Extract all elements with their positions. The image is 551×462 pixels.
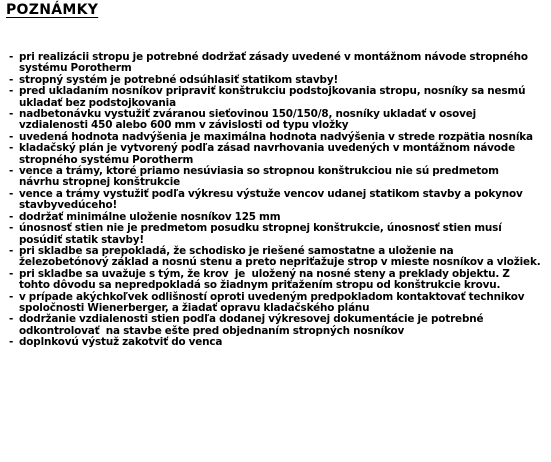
- note-item: [7, 223, 549, 246]
- note-line: spoločnosti Wienerberger, a žiadať opravu kladačského plánu: [19, 301, 370, 314]
- note-line: - pri realizácii stropu je potrebné dodržať zásady uvedené v montážnom návode stropného: [19, 51, 528, 63]
- note-line: - dodržanie vzdialenosti stien podľa dodanej výkresovej dokumentácie je potrebné: [19, 313, 484, 326]
- note-line: - únosnosť stien nie je predmetom posudku stropnej konštrukcie, únosnosť stien musí: [19, 222, 502, 235]
- note-line: - nadbetonávku vystužiť zváranou sieťovinou 150/150/8, nosníky ukladať v osovej: [19, 108, 477, 121]
- note-line: ukladať bez podstojkovania: [19, 96, 176, 109]
- note-line: posúdiť statik stavby!: [19, 233, 144, 246]
- note-line: - vence a trámy, ktoré priamo nesúviasia so stropnou konštrukciou nie sú predmetom: [19, 165, 499, 178]
- note-item: [7, 246, 549, 269]
- note-item: [7, 337, 549, 348]
- note-item: [7, 52, 549, 75]
- note-line: odkontrolovať na stavbe ešte pred objednaním stropných nosníkov: [19, 324, 405, 337]
- note-item: [7, 86, 549, 109]
- note-item: [7, 189, 549, 212]
- note-item: [7, 292, 549, 315]
- note-line: systému Porotherm: [19, 62, 132, 75]
- note-line: - vence a trámy vystužiť podľa výkresu výstuže vencov udanej statikom stavby a pokynov: [19, 187, 523, 200]
- note-item: [7, 314, 549, 337]
- note-line: - stropný systém je potrebné odsúhlasiť statikom stavby!: [19, 73, 339, 86]
- note-line: - dodržať minimálne uloženie nosníkov 125 mm: [19, 210, 281, 223]
- note-line: - pred ukladaním nosníkov pripraviť konštrukciu podstojkovania stropu, nosníky sa nesmú: [19, 85, 526, 98]
- note-line: návrhu stropnej konštrukcie: [19, 176, 181, 189]
- note-line: - doplnkovú výstuž zakotviť do venca: [19, 336, 223, 349]
- note-item: [7, 109, 549, 132]
- notes-list: [7, 52, 549, 349]
- note-line: - kladačský plán je vytvorený podľa zásad navrhovania uvedených v montážnom návode: [19, 142, 515, 155]
- note-line: stavbyvedúceho!: [19, 199, 118, 212]
- page-title: POZNÁMKY: [6, 2, 99, 18]
- note-line: - uvedená hodnota nadvýšenia je maximálna hodnota nadvýšenia v strede rozpätia nosníka: [19, 130, 533, 143]
- note-item: [7, 143, 549, 166]
- note-item: [7, 269, 549, 292]
- note-item: [7, 166, 549, 189]
- note-line: stropného systému Porotherm: [19, 153, 194, 166]
- note-line: - v prípade akýchkoľvek odlišností oproti uvedeným predpokladom kontaktovať technikov: [19, 290, 525, 303]
- note-line: železobetónový základ a nosnú stenu a preto nepriťažuje strop v mieste nosníkov a vložiek.: [19, 256, 541, 269]
- note-line: vzdialenosti 450 alebo 600 mm v závislosti od typu vložky: [19, 119, 349, 132]
- note-line: - pri skladbe sa prepokladá, že schodisko je riešené samostatne a uloženie na: [19, 244, 454, 257]
- note-line: tohto dôvodu sa nepredpokladá so žiadnym priťažením stropu od konštrukcie krovu.: [19, 279, 501, 292]
- note-line: - pri skladbe sa uvažuje s tým, že krov je uložený na nosné steny a preklady objektu. Z: [19, 267, 510, 280]
